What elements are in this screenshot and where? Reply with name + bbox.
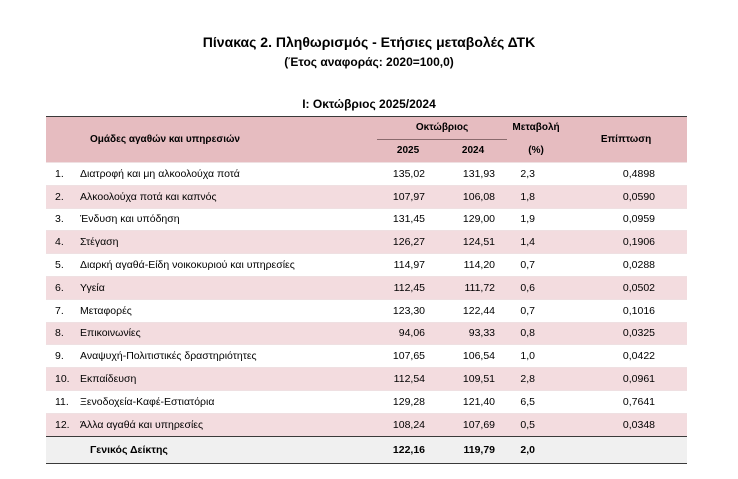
row-value-2024: 114,20	[439, 254, 507, 277]
row-value-2024: 121,40	[439, 390, 507, 413]
row-value-2024: 131,93	[439, 163, 507, 186]
row-value-2025: 126,27	[377, 231, 439, 254]
row-value-2024: 122,44	[439, 299, 507, 322]
row-value-2025: 108,24	[377, 413, 439, 436]
row-change-percent: 0,5	[507, 413, 565, 436]
row-value-2025: 112,54	[377, 368, 439, 391]
row-value-2024: 106,08	[439, 185, 507, 208]
section-heading: I: Οκτώβριος 2025/2024	[302, 97, 436, 111]
row-weight: 0,7641	[565, 390, 687, 413]
row-value-2024: 93,33	[439, 322, 507, 345]
row-index: 1.	[46, 163, 80, 186]
row-index: 8.	[46, 322, 80, 345]
row-change-percent: 1,4	[507, 231, 565, 254]
row-category: Αναψυχή-Πολιτιστικές δραστηριότητες	[80, 345, 377, 368]
row-weight: 0,0325	[565, 322, 687, 345]
total-change-percent: 2,0	[507, 436, 565, 463]
row-change-percent: 0,7	[507, 299, 565, 322]
total-row	[46, 436, 687, 463]
row-category: Υγεία	[80, 276, 377, 299]
row-change-percent: 1,0	[507, 345, 565, 368]
total-value-2024: 119,79	[439, 436, 507, 463]
row-weight: 0,0961	[565, 368, 687, 391]
col-header-month: Οκτώβριος	[377, 117, 507, 140]
table-row	[46, 276, 687, 299]
row-change-percent: 0,7	[507, 254, 565, 277]
table-row	[46, 299, 687, 322]
row-index: 4.	[46, 231, 80, 254]
row-weight: 0,0590	[565, 185, 687, 208]
table-row	[46, 413, 687, 436]
row-value-2024: 129,00	[439, 208, 507, 231]
row-weight: 0,0422	[565, 345, 687, 368]
row-value-2024: 107,69	[439, 413, 507, 436]
row-value-2025: 135,02	[377, 163, 439, 186]
row-index: 2.	[46, 185, 80, 208]
row-value-2025: 123,30	[377, 299, 439, 322]
col-header-change: Μεταβολή	[507, 117, 565, 140]
row-category: Άλλα αγαθά και υπηρεσίες	[80, 413, 377, 436]
row-index: 5.	[46, 254, 80, 277]
row-value-2025: 94,06	[377, 322, 439, 345]
row-value-2025: 131,45	[377, 208, 439, 231]
row-index: 12.	[46, 413, 80, 436]
row-change-percent: 0,8	[507, 322, 565, 345]
row-change-percent: 2,8	[507, 368, 565, 391]
table-row	[46, 254, 687, 277]
table-row	[46, 368, 687, 391]
row-index: 3.	[46, 208, 80, 231]
row-weight: 0,4898	[565, 163, 687, 186]
row-index: 11.	[46, 390, 80, 413]
row-index: 10.	[46, 368, 80, 391]
row-value-2024: 106,54	[439, 345, 507, 368]
col-header-change-unit: (%)	[507, 140, 565, 163]
row-value-2024: 109,51	[439, 368, 507, 391]
row-category: Διατροφή και μη αλκοολούχα ποτά	[80, 163, 377, 186]
row-change-percent: 2,3	[507, 163, 565, 186]
table-row	[46, 163, 687, 186]
total-row-index	[46, 436, 80, 463]
row-weight: 0,1906	[565, 231, 687, 254]
row-value-2025: 107,97	[377, 185, 439, 208]
table-row	[46, 345, 687, 368]
row-value-2025: 107,65	[377, 345, 439, 368]
row-category: Ξενοδοχεία-Καφέ-Εστιατόρια	[80, 390, 377, 413]
table-row	[46, 390, 687, 413]
col-header-year-2024: 2024	[439, 140, 507, 163]
table-row	[46, 231, 687, 254]
col-header-group: Ομάδες αγαθών και υπηρεσιών	[46, 117, 377, 163]
table-row	[46, 208, 687, 231]
row-category: Ένδυση και υπόδηση	[80, 208, 377, 231]
inflation-table	[46, 116, 687, 464]
row-index: 6.	[46, 276, 80, 299]
reference-year-note: (Έτος αναφοράς: 2020=100,0)	[284, 55, 454, 69]
row-value-2024: 124,51	[439, 231, 507, 254]
row-category: Επικοινωνίες	[80, 322, 377, 345]
total-value-2025: 122,16	[377, 436, 439, 463]
row-weight: 0,0288	[565, 254, 687, 277]
total-weight	[565, 436, 687, 463]
row-weight: 0,0959	[565, 208, 687, 231]
row-value-2025: 112,45	[377, 276, 439, 299]
row-value-2025: 114,97	[377, 254, 439, 277]
row-weight: 0,1016	[565, 299, 687, 322]
row-value-2025: 129,28	[377, 390, 439, 413]
col-header-year-2025: 2025	[377, 140, 439, 163]
row-change-percent: 1,9	[507, 208, 565, 231]
row-category: Διαρκή αγαθά-Είδη νοικοκυριού και υπηρεσίες	[80, 254, 377, 277]
row-category: Στέγαση	[80, 231, 377, 254]
row-weight: 0,0502	[565, 276, 687, 299]
total-label: Γενικός Δείκτης	[80, 436, 377, 463]
row-index: 9.	[46, 345, 80, 368]
row-weight: 0,0348	[565, 413, 687, 436]
row-change-percent: 6,5	[507, 390, 565, 413]
table-row	[46, 322, 687, 345]
table-row	[46, 185, 687, 208]
row-index: 7.	[46, 299, 80, 322]
row-value-2024: 111,72	[439, 276, 507, 299]
row-category: Εκπαίδευση	[80, 368, 377, 391]
row-change-percent: 1,8	[507, 185, 565, 208]
row-category: Μεταφορές	[80, 299, 377, 322]
col-header-weight: Επίπτωση	[565, 117, 687, 163]
row-category: Αλκοολούχα ποτά και καπνός	[80, 185, 377, 208]
page-title: Πίνακας 2. Πληθωρισμός - Ετήσιες μεταβολές ΔΤΚ	[202, 34, 536, 50]
row-change-percent: 0,6	[507, 276, 565, 299]
